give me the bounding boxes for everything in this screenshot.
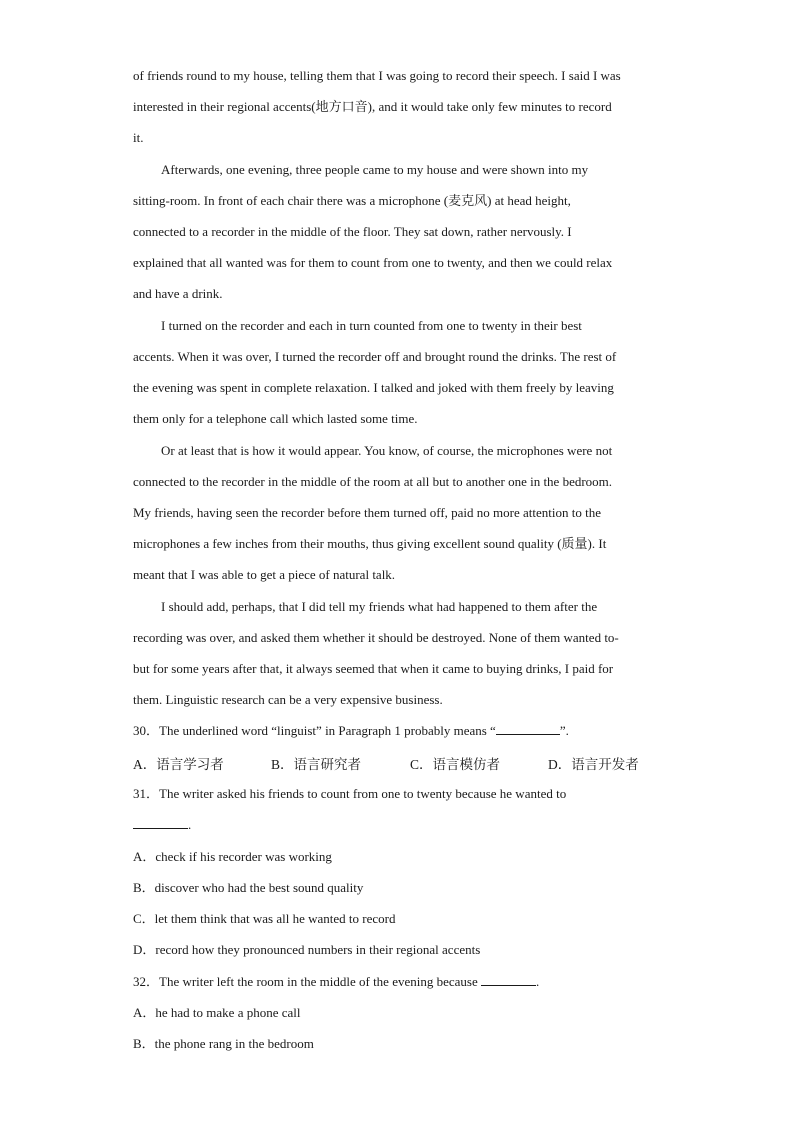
question-30-stem-end: ”. <box>559 723 569 738</box>
option-a[interactable]: A．check if his recorder was working <box>133 849 332 864</box>
question-30-stem-text: 30．The underlined word “linguist” in Paragraph 1 probably means “ <box>133 723 496 738</box>
option-b[interactable]: B．the phone rang in the bedroom <box>133 1036 314 1051</box>
passage-line: explained that all wanted was for them to count from one to twenty, and then we could relax <box>133 255 613 270</box>
answer-blank[interactable] <box>133 817 188 829</box>
passage-line: accents. When it was over, I turned the recorder off and brought round the drinks. The rest of <box>133 349 617 364</box>
passage-line: it. <box>133 130 144 145</box>
passage-line: them. Linguistic research can be a very expensive business. <box>133 692 443 707</box>
passage-line: but for some years after that, it always seemed that when it came to buying drinks, I paid for <box>133 661 614 676</box>
question-32-stem-text: 32．The writer left the room in the middle of the evening because <box>133 974 481 989</box>
option-d[interactable]: D．record how they pronounced numbers in their regional accents <box>133 942 481 957</box>
option-a[interactable]: A．he had to make a phone call <box>133 1005 301 1020</box>
option-c[interactable]: C．let them think that was all he wanted to record <box>133 911 396 926</box>
passage-line: Afterwards, one evening, three people came to my house and were shown into my <box>161 162 589 177</box>
passage-line: My friends, having seen the recorder before them turned off, paid no more attention to the <box>133 505 601 520</box>
passage-line: the evening was spent in complete relaxation. I talked and joked with them freely by leaving <box>133 380 614 395</box>
option-b[interactable]: B．语言研究者 <box>271 757 362 772</box>
passage-line: recording was over, and asked them whether it should be destroyed. None of them wanted to- <box>133 630 619 645</box>
question-30-options <box>133 753 673 771</box>
question-31-stem-end: . <box>188 817 192 832</box>
passage-line: and have a drink. <box>133 286 223 301</box>
question-31-blank-line <box>133 817 191 833</box>
option-c[interactable]: C．语言模仿者 <box>410 757 501 772</box>
question-32-stem-end: . <box>536 974 540 989</box>
passage-line: them only for a telephone call which lasted some time. <box>133 411 418 426</box>
question-31-stem: 31．The writer asked his friends to count from one to twenty because he wanted to <box>133 786 567 801</box>
passage-line: sitting-room. In front of each chair there was a microphone (麦克风) at head height, <box>133 193 571 208</box>
passage-line: interested in their regional accents(地方口音), and it would take only few minutes to record <box>133 99 612 114</box>
passage-line: I should add, perhaps, that I did tell my friends what had happened to them after the <box>161 599 598 614</box>
option-b[interactable]: B．discover who had the best sound quality <box>133 880 364 895</box>
passage-line: Or at least that is how it would appear. You know, of course, the microphones were not <box>161 443 613 458</box>
question-30-stem <box>133 723 569 739</box>
question-32-stem <box>133 974 539 990</box>
answer-blank[interactable] <box>481 974 536 986</box>
passage-line: I turned on the recorder and each in turn counted from one to twenty in their best <box>161 318 582 333</box>
option-a[interactable]: A．语言学习者 <box>133 757 224 772</box>
passage-line: meant that I was able to get a piece of natural talk. <box>133 567 396 582</box>
passage-line: of friends round to my house, telling them that I was going to record their speech. I said I was <box>133 68 621 83</box>
answer-blank[interactable] <box>496 723 560 735</box>
option-d[interactable]: D．语言开发者 <box>548 757 639 772</box>
passage-line: connected to the recorder in the middle of the room at all but to another one in the bedroom. <box>133 474 613 489</box>
passage-line: connected to a recorder in the middle of the floor. They sat down, rather nervously. I <box>133 224 572 239</box>
passage-line: microphones a few inches from their mouths, thus giving excellent sound quality (质量). It <box>133 536 607 551</box>
